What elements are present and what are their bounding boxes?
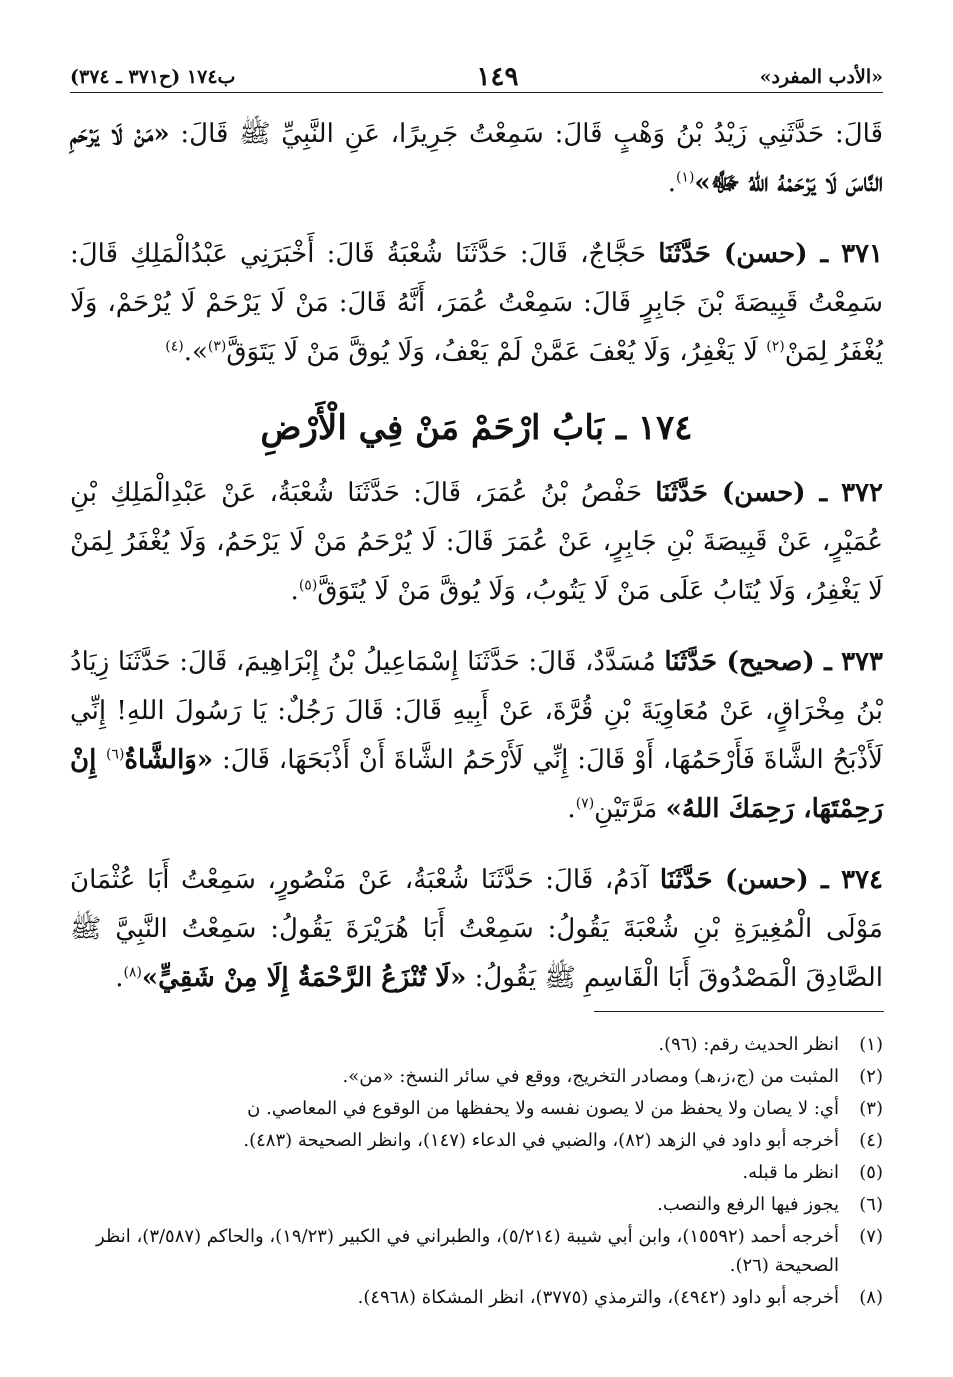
hadith-text: مُسَدَّدٌ، قَالَ: حَدَّثَنَا إِسْمَاعِيلُ بْنُ إِبْرَاهِيمَ، قَالَ: حَدَّثَنَا زِيَادُ بْنُ مِخْرَاقٍ، عَنْ مُعَاوِيَةَ بْنِ قُرَّةَ، عَنْ أَبِيهِ قَالَ: قَالَ رَجُلٌ: يَا رَسُولَ اللهِ! إِنِّي لَأَذْبَحُ الشَّاةَ فَأَرْحَمُهَا، أَوْ قَالَ: إِنِّي لَأَرْحَمُ الشَّاةَ أَنْ أَذْبَحَهَا، قَالَ: bbox=[70, 647, 883, 775]
hadith-text: ». bbox=[183, 337, 208, 367]
footnote-text: المثبت من (ج،ز،هـ) ومصادر التخريج، ووقع في سائر النسخ: «من». bbox=[342, 1066, 839, 1087]
intro-paragraph bbox=[70, 110, 883, 208]
running-head bbox=[70, 62, 883, 93]
footnote-number: (٤) bbox=[859, 1130, 883, 1151]
hadith-374 bbox=[70, 856, 883, 1003]
hadith-number: ٣٧١ ـ bbox=[807, 239, 883, 269]
hadith-grade: (حسن) bbox=[712, 865, 809, 895]
hadith-quote: «لَا تُنْزَعُ الرَّحْمَةُ إِلَا مِنْ شَقِيٍّ» bbox=[141, 963, 467, 993]
hadith-end: . bbox=[290, 576, 299, 606]
footnote-text: يجوز فيها الرفع والنصب. bbox=[657, 1194, 839, 1215]
hadith-grade: (صحيح) bbox=[717, 647, 815, 677]
hadith-quote: «وَالشَّاةُ bbox=[124, 745, 214, 775]
hadith-372 bbox=[70, 469, 883, 616]
footnote bbox=[70, 1222, 883, 1280]
footnote-text: انظر ما قبله. bbox=[742, 1162, 839, 1183]
footnote-ref: (٥) bbox=[298, 577, 318, 594]
footnote-ref: (٢) bbox=[766, 338, 785, 355]
footnote-text: أخرجه أحمد (١٥٥٩٢)، وابن أبي شيبة (٥/٢١٤)، والطبراني في الكبير (١٩/٢٣)، والحاكم (٣/٥٨٧)، انظر الصحيحة (٢٦). bbox=[96, 1226, 839, 1276]
intro-text: قَالَ: حَدَّثَنِي زَيْدُ بْنُ وَهْبٍ قَالَ: سَمِعْتُ جَرِيرًا، عَنِ النَّبِيِّ ﷺ قَالَ: bbox=[169, 119, 883, 149]
footnote-text: أخرجه أبو داود في الزهد (٨٢)، والضبي في الدعاء (١٤٧)، وانظر الصحيحة (٤٨٣). bbox=[243, 1130, 839, 1151]
hadith-text: مَرَّتَيْنِ bbox=[594, 794, 666, 824]
hadith-number: ٣٧٢ ـ bbox=[805, 478, 883, 508]
footnote bbox=[70, 1190, 883, 1219]
footnote-number: (١) bbox=[859, 1034, 883, 1055]
chapter-heading: ١٧٤ ـ بَابُ ارْحَمْ مَنْ فِي الْأَرْضِ bbox=[260, 408, 693, 448]
hadith-373 bbox=[70, 638, 883, 834]
chapter-range: ب١٧٤ (ح٣٧١ ـ ٣٧٤) bbox=[70, 66, 236, 88]
footnote-ref: (٧) bbox=[575, 795, 595, 812]
hadith-grade: (حسن) bbox=[710, 239, 808, 269]
footnote-text: أي: لا يصان ولا يحفظ من لا يصون نفسه ولا يحفظها من الوقوع في المعاصي. ن bbox=[247, 1098, 839, 1119]
footnote-ref: (٤) bbox=[165, 338, 184, 355]
footnote bbox=[70, 1062, 883, 1091]
hadith-end: . bbox=[567, 794, 576, 824]
footnote-divider bbox=[594, 1011, 884, 1012]
footnote bbox=[70, 1030, 883, 1059]
intro-end: . bbox=[667, 168, 676, 198]
footnote-number: (٦) bbox=[859, 1194, 883, 1215]
footnote-number: (٣) bbox=[859, 1098, 883, 1119]
hadith-opening: حَدَّثَنَا bbox=[664, 647, 718, 677]
hadith-number: ٣٧٤ ـ bbox=[808, 865, 883, 895]
page-body bbox=[70, 110, 883, 1003]
hadith-opening: حَدَّثَنَا bbox=[658, 239, 711, 269]
footnote-text: أخرجه أبو داود (٤٩٤٢)، والترمذي (٣٧٧٥)، انظر المشكاة (٤٩٦٨). bbox=[357, 1287, 839, 1308]
hadith-text: آدَمُ، قَالَ: حَدَّثَنَا شُعْبَةُ، عَنْ مَنْصُورٍ، سَمِعْتُ أَبَا عُثْمَانَ مَوْلَى الْمُغِيرَةِ بْنِ شُعْبَةَ يَقُولُ: سَمِعْتُ أَبَا هُرَيْرَةَ يَقُولُ: سَمِعْتُ النَّبِيَّ ﷺ الصَّادِقَ الْمَصْدُوقَ أَبَا الْقَاسِمِ ﷺ يَقُولُ: bbox=[70, 865, 883, 993]
hadith-text: لَا يَغْفِرُ، وَلَا يُعْفَ عَمَّنْ لَمْ يَعْفُ، وَلَا يُوقَّ مَنْ لَا يَتَوَقَّ bbox=[226, 337, 767, 367]
footnote-number: (٨) bbox=[859, 1287, 883, 1308]
book-title: «الأدب المفرد» bbox=[759, 66, 883, 88]
hadith-text: حَجَّاجٌ، قَالَ: حَدَّثَنَا شُعْبَةُ قَالَ: أَخْبَرَنِي عَبْدُالْمَلِكِ قَالَ: سَمِعْتُ قَبِيصَةَ بْنَ جَابِرٍ قَالَ: سَمِعْتُ عُمَرَ، أَنَّهُ قَالَ: مَنْ لَا يَرْحَمْ لَا يُرْحَمْ، وَلَا يُغْفَرُ لِمَنْ bbox=[70, 239, 883, 367]
footnote bbox=[70, 1094, 883, 1123]
footnote-number: (٧) bbox=[859, 1226, 883, 1247]
hadith-opening: حَدَّثَنَا bbox=[655, 478, 708, 508]
hadith-text: حَفْصُ بْنُ عُمَرَ، قَالَ: حَدَّثَنَا شُعْبَةُ، عَنْ عَبْدِالْمَلِكِ بْنِ عُمَيْرٍ، عَنْ قَبِيصَةَ بْنِ جَابِرٍ، عَنْ عُمَرَ قَالَ: لَا يُرْحَمُ مَنْ لَا يَرْحَمُ، وَلَا يُغْفَرُ لِمَنْ لَا يَغْفِرُ، وَلَا يُتَابُ عَلَى مَنْ لَا يَتُوبُ، وَلَا يُوقَّ مَنْ لَا يُتَوَقَّ bbox=[70, 478, 883, 606]
hadith-end: . bbox=[115, 963, 124, 993]
footnote-ref: (٣) bbox=[207, 338, 227, 355]
footnotes bbox=[70, 1030, 883, 1315]
footnote-ref: (١) bbox=[675, 169, 695, 186]
footnote bbox=[70, 1283, 883, 1312]
footnote-number: (٥) bbox=[859, 1162, 883, 1183]
hadith-number: ٣٧٣ ـ bbox=[814, 647, 883, 677]
footnote bbox=[70, 1158, 883, 1187]
footnote bbox=[70, 1126, 883, 1155]
hadith-opening: حَدَّثَنَا bbox=[659, 865, 713, 895]
footnote-ref: (٨) bbox=[123, 964, 142, 981]
footnote-ref: (٦) bbox=[105, 746, 125, 763]
hadith-grade: (حسن) bbox=[707, 478, 806, 508]
page-number: ١٤٩ bbox=[447, 62, 549, 92]
hadith-371 bbox=[70, 230, 883, 377]
footnote-number: (٢) bbox=[859, 1066, 883, 1087]
footnote-text: انظر الحديث رقم: (٩٦). bbox=[658, 1034, 839, 1055]
hadith-quote: إِنْ رَحِمْتَهَا، رَحِمَكَ اللهُ» bbox=[70, 745, 883, 824]
intro-quote: «مَنْ لَا يَرْحَمِ النَّاسَ لَا يَرْحَمْهُ اللهُ ﷻ» bbox=[70, 119, 883, 198]
